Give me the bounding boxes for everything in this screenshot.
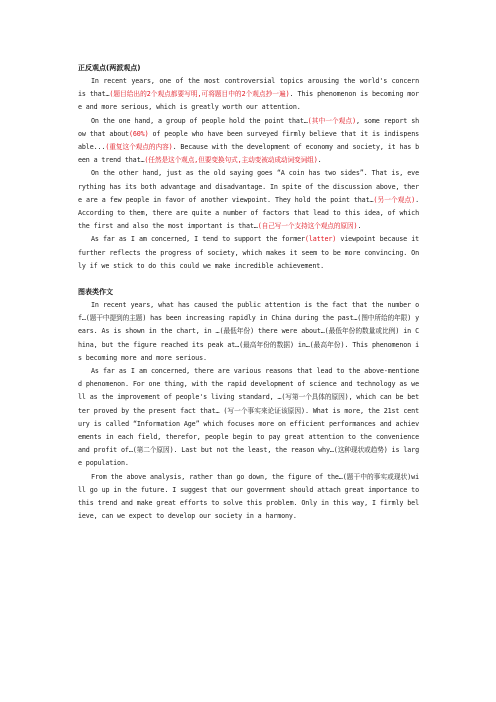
paragraph-chart-reasons: As far as I am concerned, there are various reasons that lead to the above-mentioned phenomenon. For one thing, with the rapid development of science and technology as well as the improvement of people's living standard, …(写第一个具体的原因), which can be better proved by the present fact that… (写一个事实来论证该原因). What is more, the 21st century is called “Information Age” which focuses more on efficient performances and achievements in each field, therefor, people begin to pay great attention to the convenience and profit of…(第二个原因). Last but not the least, the reason why…(这种现状或趋势) is large population. (78, 367, 419, 468)
section-heading-chart-essay: 图表类作文 (78, 288, 113, 297)
text-run: . Because with the development of economy and society, it has been a trend that… (78, 143, 420, 165)
paragraph-intro (78, 75, 419, 115)
section-spacer (78, 273, 419, 286)
annotation-note: (题目给出的2个观点都要写明,可将题目中的2个观点抄一遍) (109, 90, 290, 99)
text-run: viewpoint because it further reflects the progress of society, which makes it seem to be more convincing. Only if we stick to do this could we make incredible achievement. (78, 235, 420, 270)
section-heading-pros-cons: 正反观点(两派观点) (78, 64, 141, 72)
text-run: In recent years, one of the most controversial topics arousing the world's concern is that… (78, 77, 419, 99)
paragraph-first-view (78, 115, 419, 168)
annotation-note: (任然是这个观点,但要变换句式,主动变被动成动词变词组) (144, 156, 318, 165)
text-run: , some report show that about (78, 116, 420, 138)
text-run: . According to them, there are quite a number of factors that lead to this idea, of which the first and also the most important is that… (78, 195, 420, 231)
text-run: . This phenomenon is becoming more and more serious, which is greatly worth our attention. (78, 90, 419, 112)
text-run: As far as I am concerned, I tend to support the former (91, 235, 305, 244)
text-run: On the other hand, just as the old saying goes “A coin has two sides”. That is, everything has its both advantage and disadvantage. In spite of the discussion above, there are a few people in favor of another viewpoint. They hold the point that… (78, 169, 419, 204)
text-run: . (357, 222, 362, 231)
annotation-note: (另一个观点) (373, 195, 416, 204)
annotation-note: (自己写一个支持这个观点的原因) (257, 222, 358, 231)
text-run: . (317, 156, 322, 165)
paragraph-chart-conclusion: From the above analysis, rather than go down, the figure of the…(题干中的事实或现状)will go up in the future. I suggest that our government should attach great importance to this trend and make great efforts to solve this problem. Only in this way, I firmly believe, can we expect to develop our society in a harmony. (78, 472, 419, 521)
text-run: of people who have been surveyed firmly believe that it is indispensable... (78, 129, 420, 152)
text-run: On the one hand, a group of people hold the point that… (91, 116, 308, 125)
annotation-note: (重复这个观点的内容) (105, 143, 173, 152)
annotation-note: (latter) (304, 235, 337, 244)
paragraph-chart-intro: In recent years, what has caused the public attention is the fact that the number of…(题干中提到的主题) has been increasing rapidly in China during the past…(图中所给的年限) years. As is shown in the chart, in …(最低年份) there were about…(最低年份的数量或比例) in China, but the figure reached its peak at…(最高年份的数据) in…(最高年份). This phenomenon is becoming more and more serious. (78, 301, 419, 362)
annotation-note: (其中一个观点) (307, 116, 357, 125)
paragraph-conclusion (78, 233, 419, 273)
document-page (78, 62, 419, 524)
paragraph-second-view (78, 167, 419, 233)
annotation-note: (60%) (128, 129, 149, 138)
